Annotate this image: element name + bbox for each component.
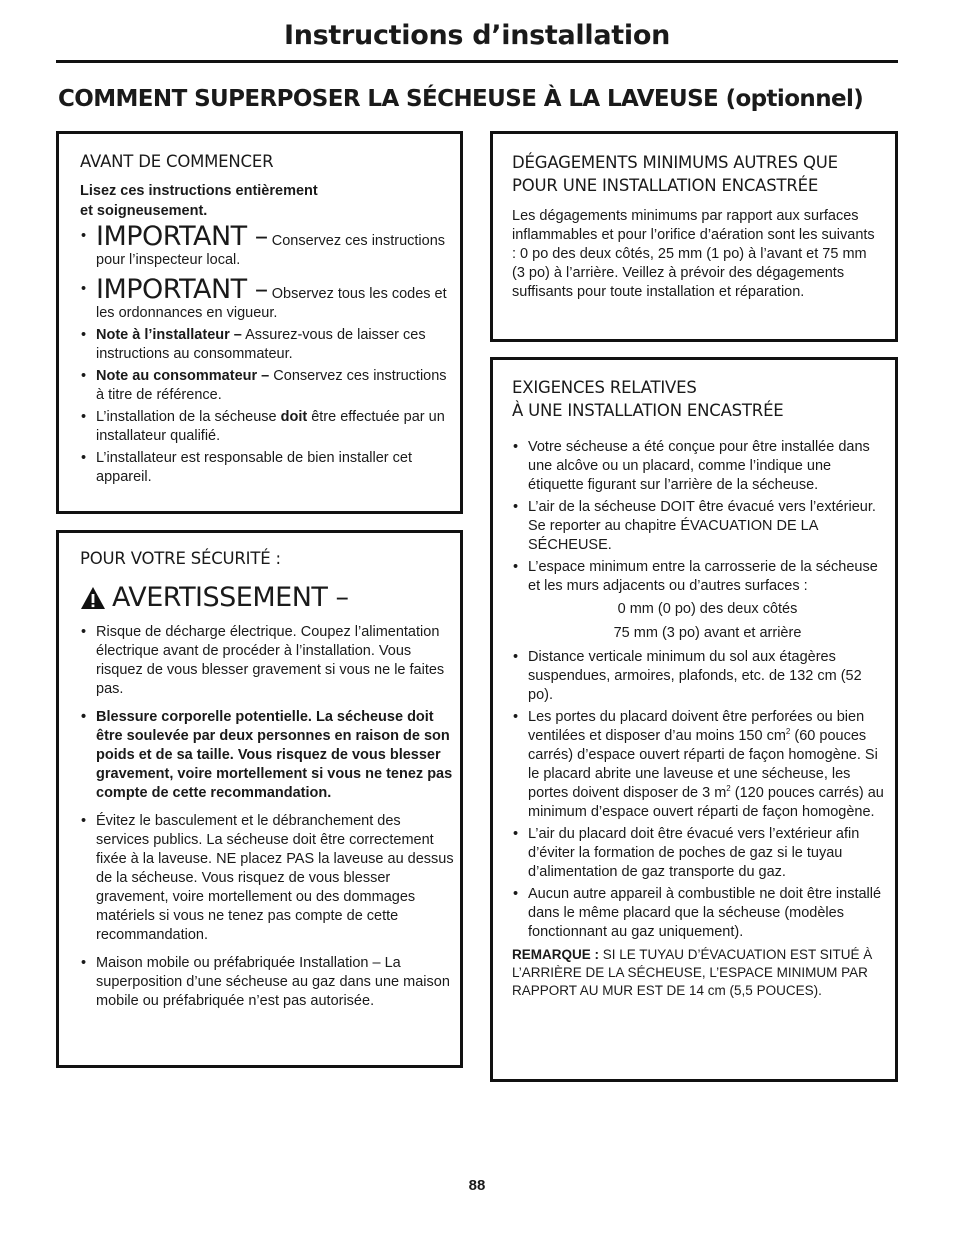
list-item: • Aucun autre appareil à combustible ne doit être installé dans le même placard que la sécheuse (modèles fonctionnant au gaz uniquement). [512,885,887,942]
list-item-text: L’installateur est responsable de bien installer cet appareil. [96,450,412,485]
lead-line-2: et soigneusement. [80,203,208,219]
warning-triangle-icon [80,586,106,610]
list-item: • Blessure corporelle potentielle. La sécheuse doit être soulevée par deux personnes en raison de son poids et de sa taille. Vous risquez de vous blesser gravement, voire mortellement si vous ne tenez pas compte de cette recommandation. [80,708,454,803]
before-you-begin-box [56,131,463,514]
list-item-text: être effectuée par un installateur qualifié. [96,409,445,444]
clearance-title: DÉGAGEMENTS MINIMUMS AUTRES QUE POUR UNE INSTALLATION ENCASTRÉE [512,153,838,195]
list-item-text: Assurez-vous de laisser ces instructions au consommateur. [96,327,426,362]
page-header-title: Instructions d’installation [283,20,670,51]
note-label: REMARQUE : [512,947,599,962]
list-item: • Maison mobile ou préfabriquée Installation – La superposition d’une sécheuse au gaz dans une maison mobile ou préfabriquée n’est pas autorisée. [80,954,454,1011]
lead-line-1: Lisez ces instructions entièrement [80,183,318,199]
list-item-text: (60 pouces carrés) d’espace ouvert réparti de façon homogène. Si le placard abrite une laveuse et une sécheuse, les portes doivent disposer de 3 m [528,728,878,801]
list-item-bold: doit [280,409,308,425]
recessed-list [512,438,887,942]
list-item: • L’air du placard doit être évacué vers l’extérieur afin d’éviter la formation de poches de gaz si le tuyau d’alimentation de gaz transporte du gaz. [512,825,887,882]
list-item-text: L’espace minimum entre la carrosserie de la sécheuse et les murs adjacents ou d’autres surfaces : [528,559,878,594]
list-item-text: Observez tous les codes et les ordonnances en vigueur. [96,286,447,321]
superscript: 2 [785,727,791,737]
note-text: SI LE TUYAU D’ÉVACUATION EST SITUÉ À L’ARRIÈRE DE LA SÉCHEUSE, L’ESPACE MINIMUM PAR RAPPORT AU MUR EST DE 14 cm (5,5 POUCES). [512,947,873,998]
recessed-requirements-box [490,357,898,1082]
list-item-pre: L’installation de la sécheuse [96,409,281,425]
list-item-text: (120 pouces carrés) au minimum d’espace ouvert réparti de façon homogène. [528,785,884,820]
before-you-begin-lead [80,181,448,221]
list-item [80,408,448,446]
before-you-begin-list [80,221,448,487]
important-label: IMPORTANT – [96,221,268,252]
list-item-text: Conservez ces instructions pour l’inspecteur local. [96,233,446,268]
list-item [80,449,448,487]
clearance-text: Les dégagements minimums par rapport aux surfaces inflammables et pour l’orifice d’aération sont les suivants : 0 po des deux côtés, 25 mm (1 po) à l’avant et 75 mm (3 po) à l’arrière. Veillez à prévoir des dégagements suffisants pour toute installation et réparation. [512,208,875,300]
list-item: • L’air de la sécheuse DOIT être évacué vers l’extérieur. Se reporter au chapitre ÉVACUATION DE LA SÉCHEUSE. [512,498,887,555]
clearance-box [490,131,898,342]
list-item: • Évitez le basculement et le débranchement des services publics. La sécheuse doit être correctement fixée à la laveuse. NE placez PAS la laveuse au dessus de la sécheuse. Vous risquez de vous blesser gravement, voire mortellement ou des dommages matériels si vous ne tenez pas compte de cette recommandation. [80,812,454,945]
list-item: • Risque de décharge électrique. Coupez l’alimentation électrique avant de procéder à l’installation. Vous risquez de vous blesser gravement si vous ne le faites pas. [80,623,454,699]
recessed-title-line-1: EXIGENCES RELATIVES [512,378,697,397]
list-item-text: Les portes du placard doivent être perforées ou bien ventilées et disposer d’au moins 150 cm [528,709,865,744]
recessed-note [512,946,887,1000]
spacing-front-back: 75 mm (3 po) avant et arrière [613,625,802,641]
safety-list [80,623,454,1011]
list-item [512,558,887,643]
warning-label: AVERTISSEMENT – [112,582,349,613]
list-item [512,708,887,822]
page-number: 88 [468,1177,486,1194]
list-item-text: Conservez ces instructions à titre de référence. [96,368,447,403]
header-rule [56,60,898,63]
list-item [80,274,448,323]
list-item: • Distance verticale minimum du sol aux étagères suspendues, armoires, plafonds, etc. de 132 cm (52 po). [512,648,887,705]
warning-heading [80,582,454,613]
spacing-sides: 0 mm (0 po) des deux côtés [617,601,798,617]
before-you-begin-title: AVANT DE COMMENCER [80,152,274,171]
list-item-bold: Note à l’installateur – [96,327,242,343]
important-label: IMPORTANT – [96,274,268,305]
safety-title: POUR VOTRE SÉCURITÉ : [80,549,281,568]
superscript: 2 [726,784,731,794]
safety-box [56,530,463,1068]
recessed-title-line-2: À UNE INSTALLATION ENCASTRÉE [512,401,784,420]
list-item [80,367,448,405]
list-item [80,326,448,364]
list-item: • Votre sécheuse a été conçue pour être installée dans une alcôve ou un placard, comme l’indique une étiquette figurant sur l’arrière de la sécheuse. [512,438,887,495]
list-item [80,221,448,270]
list-item-bold: Note au consommateur – [96,368,270,384]
recessed-title [512,376,887,422]
section-title: COMMENT SUPERPOSER LA SÉCHEUSE À LA LAVEUSE (optionnel) [58,86,864,112]
